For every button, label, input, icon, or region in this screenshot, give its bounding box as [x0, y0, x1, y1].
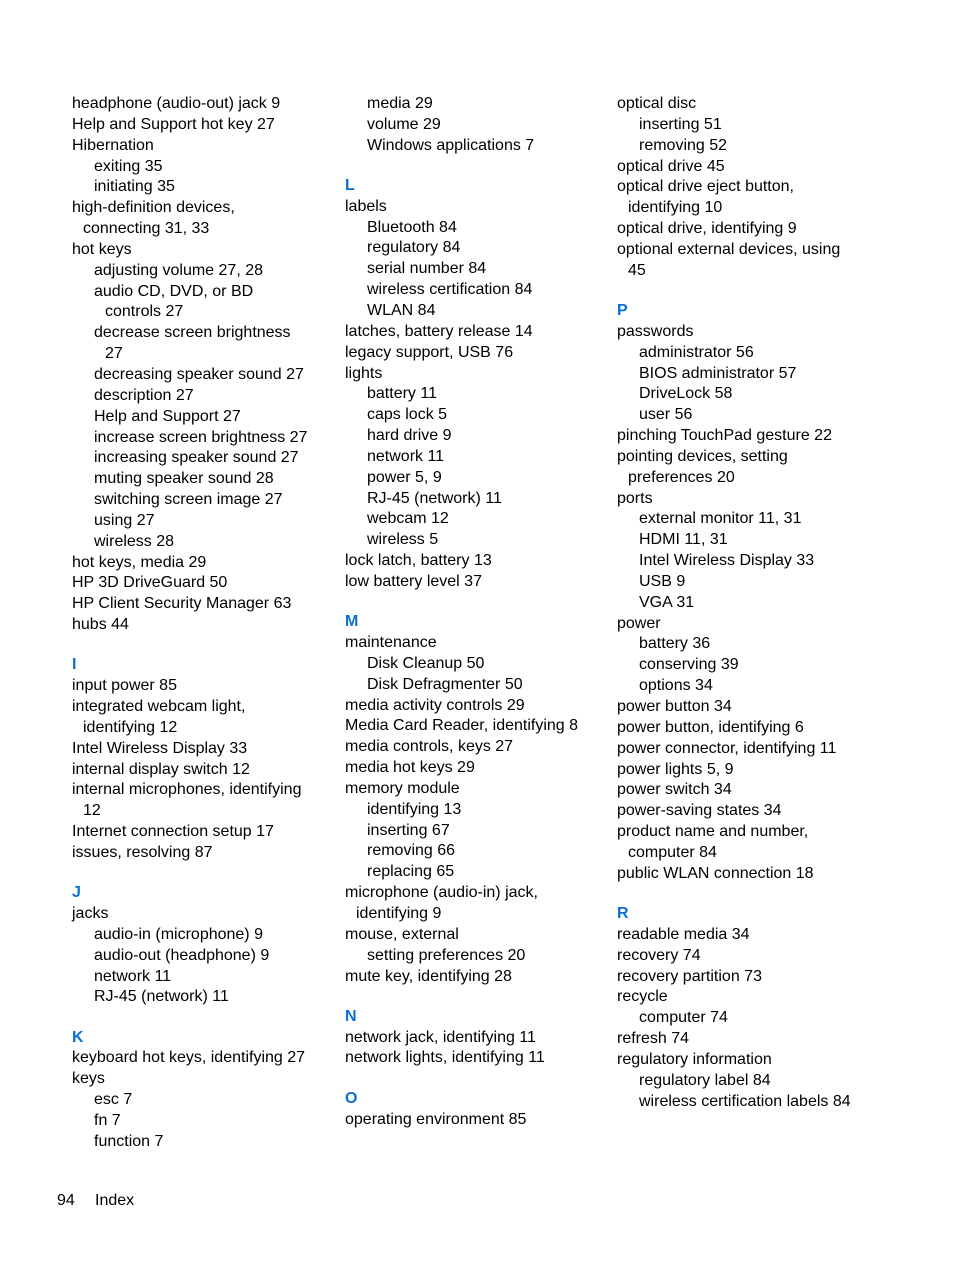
index-subentry: Bluetooth 84 [367, 218, 457, 236]
index-entry: hot keys, media 29 [72, 553, 207, 571]
section-gap [617, 885, 937, 904]
index-subentry: Intel Wireless Display 33 [639, 552, 815, 570]
index-subentry: wireless certification labels 84 [639, 1092, 851, 1110]
index-subentry: external monitor 11, 31 [639, 510, 802, 528]
index-subentry: conserving 39 [639, 656, 739, 674]
index-entry: power connector, identifying 11 [617, 739, 837, 757]
index-subentry: audio-out (headphone) 9 [94, 946, 270, 964]
index-subentry: serial number 84 [367, 260, 487, 278]
section-gap [345, 987, 607, 1006]
index-entry: refresh 74 [617, 1030, 690, 1048]
index-subentry: network 11 [367, 447, 445, 465]
index-entry: Hibernation [72, 136, 154, 154]
index-entry: network jack, identifying 11 [345, 1028, 536, 1046]
index-subentry: hard drive 9 [367, 427, 452, 445]
index-subentry: esc 7 [94, 1091, 133, 1109]
index-entry: network lights, identifying 11 [345, 1049, 545, 1067]
index-subentry: webcam 12 [367, 510, 449, 528]
index-subentry: fn 7 [94, 1111, 121, 1129]
index-subentry: adjusting volume 27, 28 [94, 261, 263, 279]
index-subentry: media 29 [367, 95, 433, 112]
index-entry: identifying 12 [83, 718, 178, 736]
index-entry: readable media 34 [617, 925, 750, 943]
index-entry: media activity controls 29 [345, 696, 525, 714]
index-subentry: wireless 28 [94, 532, 175, 550]
index-entry: power button 34 [617, 698, 732, 716]
index-entry: ports [617, 489, 653, 507]
index-subentry: using 27 [94, 511, 155, 529]
index-subentry: removing 52 [639, 136, 728, 154]
index-entry: mouse, external [345, 925, 459, 943]
index-entry: product name and number, [617, 823, 809, 841]
index-subentry: muting speaker sound 28 [94, 470, 274, 488]
index-subentry: regulatory label 84 [639, 1071, 771, 1089]
index-entry: low battery level 37 [345, 572, 482, 590]
index-entry: memory module [345, 779, 460, 797]
index-subentry: HDMI 11, 31 [639, 531, 728, 549]
index-entry: recovery 74 [617, 946, 701, 964]
index-subentry: inserting 67 [367, 821, 450, 839]
index-subentry: battery 36 [639, 635, 711, 653]
page-number: 94 [57, 1192, 75, 1209]
index-entry: Media Card Reader, identifying 8 [345, 717, 579, 735]
index-entry: power-saving states 34 [617, 802, 782, 820]
index-entry: public WLAN connection 18 [617, 864, 814, 882]
index-subentry: 27 [105, 345, 123, 363]
index-entry: power [617, 614, 661, 632]
index-entry: media controls, keys 27 [345, 738, 514, 756]
index-entry: recycle [617, 988, 668, 1006]
index-entry: lock latch, battery 13 [345, 552, 492, 570]
index-subentry: computer 74 [639, 1009, 728, 1027]
index-column-3 [617, 94, 937, 1112]
index-entry: optical drive eject button, [617, 178, 794, 196]
index-entry: 12 [83, 802, 101, 820]
index-entry: mute key, identifying 28 [345, 967, 512, 985]
index-entry: microphone (audio-in) jack, [345, 884, 538, 902]
index-entry: optical drive 45 [617, 157, 725, 175]
index-entry: computer 84 [628, 843, 717, 861]
index-entry: regulatory information [617, 1050, 772, 1068]
index-subentry: USB 9 [639, 572, 686, 590]
index-subentry: battery 11 [367, 385, 437, 403]
index-subentry: RJ-45 (network) 11 [367, 489, 502, 507]
index-subentry: DriveLock 58 [639, 385, 733, 403]
index-entry: hot keys [72, 240, 132, 258]
index-letter-heading: J [72, 884, 81, 902]
index-subentry: WLAN 84 [367, 301, 436, 319]
index-letter-heading: O [345, 1089, 358, 1107]
page-footer [57, 1190, 134, 1212]
index-entry: lights [345, 364, 383, 382]
index-subentry: description 27 [94, 386, 194, 404]
index-entry: pointing devices, setting [617, 447, 788, 465]
index-subentry: VGA 31 [639, 593, 695, 611]
index-subentry: Disk Defragmenter 50 [367, 675, 523, 693]
index-entry: latches, battery release 14 [345, 322, 533, 340]
index-entry: internal microphones, identifying [72, 781, 302, 799]
section-gap [72, 864, 334, 883]
index-entry: legacy support, USB 76 [345, 343, 514, 361]
index-subentry: Windows applications 7 [367, 136, 535, 154]
index-subentry: controls 27 [105, 303, 184, 321]
index-subentry: decrease screen brightness [94, 324, 291, 342]
index-subentry: wireless certification 84 [367, 281, 533, 299]
index-entry: keyboard hot keys, identifying 27 [72, 1049, 306, 1067]
index-subentry: exiting 35 [94, 157, 163, 175]
index-subentry: replacing 65 [367, 863, 455, 881]
index-entry: HP Client Security Manager 63 [72, 595, 292, 613]
index-subentry: administrator 56 [639, 343, 754, 361]
index-subentry: regulatory 84 [367, 239, 461, 257]
index-subentry: decreasing speaker sound 27 [94, 365, 304, 383]
index-subentry: initiating 35 [94, 178, 175, 196]
index-subentry: function 7 [94, 1132, 164, 1150]
index-entry: optional external devices, using [617, 240, 841, 258]
section-gap [345, 1069, 607, 1088]
index-subentry: Disk Cleanup 50 [367, 654, 485, 672]
index-entry: maintenance [345, 634, 437, 652]
index-entry: passwords [617, 322, 694, 340]
index-subentry: BIOS administrator 57 [639, 364, 797, 382]
index-entry: optical drive, identifying 9 [617, 220, 797, 238]
index-entry: input power 85 [72, 677, 177, 695]
index-entry: identifying 9 [356, 905, 442, 922]
index-entry: HP 3D DriveGuard 50 [72, 574, 228, 592]
section-gap [72, 636, 334, 655]
index-letter-heading: L [345, 176, 355, 194]
index-subentry: identifying 13 [367, 800, 462, 818]
index-letter-heading: R [617, 905, 629, 922]
index-entry: internal display switch 12 [72, 760, 250, 778]
index-subentry: switching screen image 27 [94, 491, 283, 509]
section-gap [72, 1008, 334, 1027]
section-gap [617, 282, 937, 301]
index-subentry: wireless 5 [367, 531, 439, 549]
index-letter-heading: P [617, 301, 628, 319]
index-entry: optical disc [617, 95, 697, 112]
index-subentry: RJ-45 (network) 11 [94, 988, 229, 1006]
index-column-2 [345, 94, 607, 1130]
index-entry: issues, resolving 87 [72, 843, 213, 861]
section-gap [345, 157, 607, 176]
index-entry: Intel Wireless Display 33 [72, 739, 248, 757]
index-entry: jacks [72, 905, 109, 922]
index-entry: power switch 34 [617, 781, 732, 799]
index-subentry: network 11 [94, 967, 172, 985]
index-subentry: setting preferences 20 [367, 946, 526, 964]
index-subentry: power 5, 9 [367, 468, 442, 486]
index-subentry: audio CD, DVD, or BD [94, 282, 254, 300]
index-entry: headphone (audio-out) jack 9 [72, 95, 281, 112]
index-entry: high-definition devices, [72, 199, 235, 217]
index-entry: connecting 31, 33 [83, 220, 210, 238]
index-entry: Internet connection setup 17 [72, 823, 274, 841]
index-subentry: options 34 [639, 677, 713, 695]
index-subentry: audio-in (microphone) 9 [94, 925, 263, 943]
index-letter-heading: M [345, 613, 359, 631]
index-subentry: Help and Support 27 [94, 407, 241, 425]
index-subentry: user 56 [639, 406, 693, 424]
index-entry: keys [72, 1070, 105, 1088]
index-entry: integrated webcam light, [72, 698, 246, 716]
index-entry: hubs 44 [72, 616, 129, 634]
index-entry: pinching TouchPad gesture 22 [617, 427, 832, 445]
index-entry: media hot keys 29 [345, 759, 475, 777]
index-entry: preferences 20 [628, 468, 735, 486]
index-letter-heading: K [72, 1028, 84, 1046]
section-gap [345, 593, 607, 612]
index-entry: recovery partition 73 [617, 967, 762, 985]
index-entry: operating environment 85 [345, 1110, 527, 1128]
index-entry: power button, identifying 6 [617, 718, 804, 736]
index-subentry: removing 66 [367, 842, 456, 860]
index-letter-heading: N [345, 1007, 357, 1025]
index-entry: identifying 10 [628, 199, 723, 217]
index-subentry: inserting 51 [639, 115, 722, 133]
index-subentry: caps lock 5 [367, 406, 448, 424]
index-entry: 45 [628, 261, 646, 279]
index-subentry: increasing speaker sound 27 [94, 449, 299, 467]
index-entry: Help and Support hot key 27 [72, 115, 275, 133]
index-subentry: increase screen brightness 27 [94, 428, 308, 446]
section-name: Index [95, 1192, 135, 1209]
index-subentry: volume 29 [367, 115, 441, 133]
index-column-1 [72, 94, 334, 1153]
index-entry: labels [345, 197, 387, 215]
index-entry: power lights 5, 9 [617, 760, 734, 778]
index-letter-heading: I [72, 656, 77, 674]
